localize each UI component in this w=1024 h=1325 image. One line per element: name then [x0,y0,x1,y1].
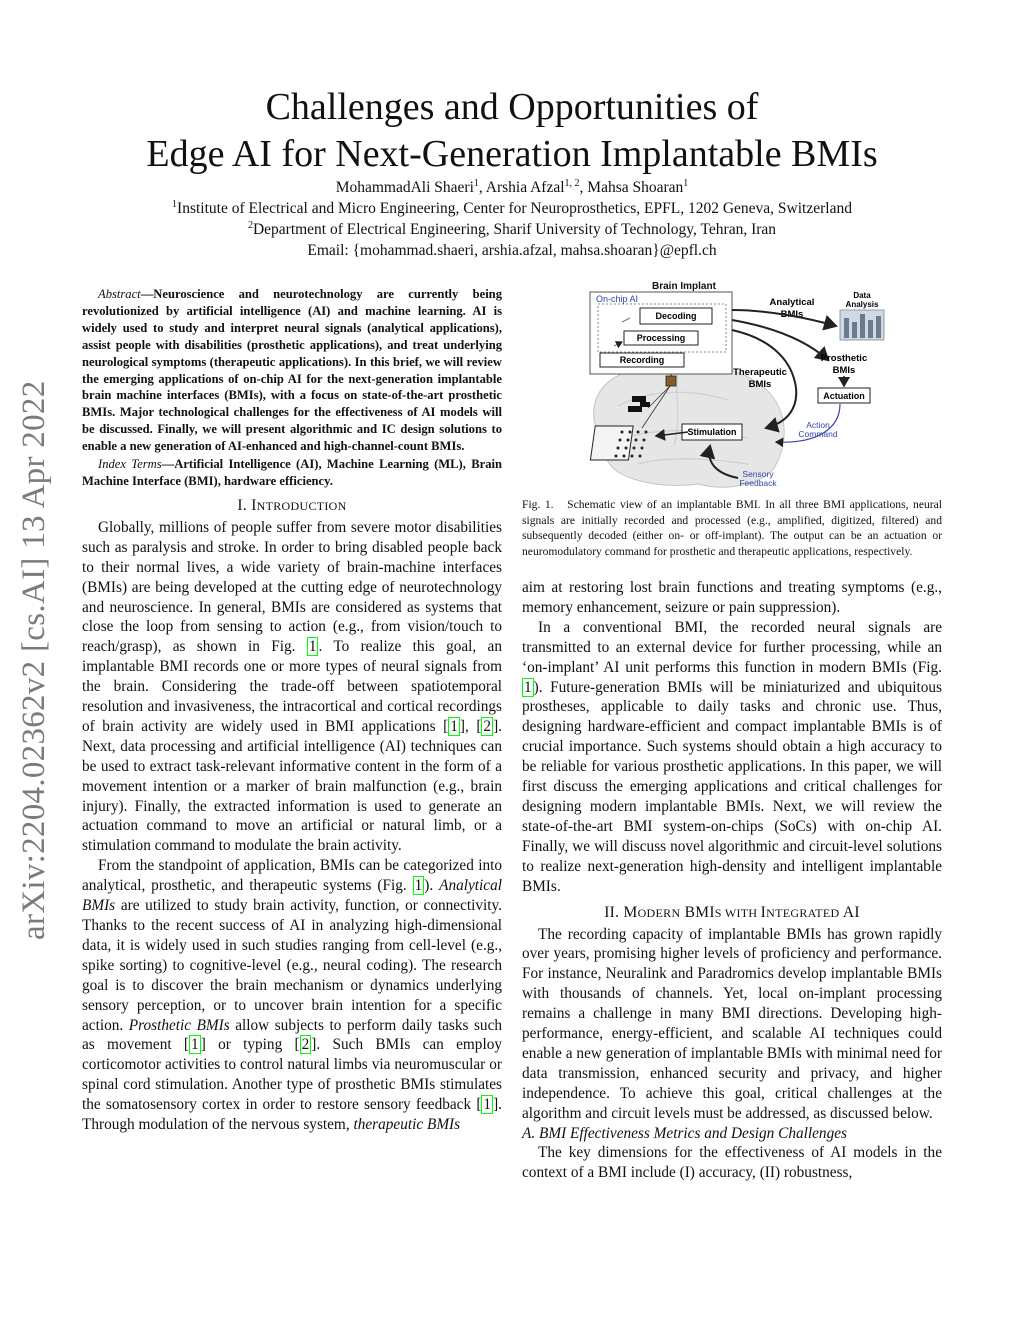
figure-link[interactable]: 1 [308,638,317,656]
actuation-label: Actuation [823,391,865,401]
figure-1-caption: Fig. 1. Schematic view of an implantable BMI. In all three BMI applications, neural signals are initially recorded and processed (e.g., amplified, digitized, filtered) and subsequently decoded (either on- or off-implant). The output can be an actuation or neuromodulatory command for prosthetic and therapeutic applications, respectively. [522,498,942,558]
implant-chip [666,376,676,386]
paragraph-section2-1: The recording capacity of implantable BMIs has grown rapidly over years, promising higher levels of proficiency and performance. For instance, Neuralink and Paradromics develop implantable BMIs with thousands of channels. Yet, local on-implant processing remains a challenge in many BMI directions. Developing high-performance, energy-efficient, and scalable AI techniques could enable a new generation of implantable BMIs with minimal need for data transmission, enhanced security and privacy, and higher independence. To achieve this goal, critical challenges at the algorithm and circuit levels must be addressed, as discussed below. [522,925,942,1122]
sensory-feedback-label-2: Feedback [739,478,777,488]
analytical-bmis-label: BMIs [780,309,804,320]
prosthetic-bmis-label: BMIs [832,365,856,376]
ecog-grid [590,426,633,460]
right-column [522,578,942,1183]
author-email: Email: {mohammad.shaeri, arshia.afzal, mahsa.shoaran}@epfl.ch [307,242,717,259]
section-heading-introduction: I. INTRODUCTION [237,496,347,514]
therapeutic-label: Therapeutic [733,367,787,378]
decoding-label: Decoding [655,311,697,321]
paper-title [60,84,964,178]
citation-link[interactable]: 1 [450,717,458,735]
section-heading-modern-bmis: II. MODERN BMIS WITH INTEGRATED AI [604,903,860,921]
sensory-feedback-label: Sensory [742,469,774,479]
citation-link[interactable]: 1 [191,1036,199,1054]
paragraph-intro-1: Globally, millions of people suffer from severe motor disabilities such as paralysis and stroke. In order to bring disabled people back to their normal lives, a wide variety of brain-machine interfaces (BMIs) are being developed at the cutting edge of neurotechnology and neuroscience. In general, BMIs are considered as systems that close the loop from sensing to action (e.g., from vision/touch to reach/grasp), as shown in Fig. 1 . To realize this goal, an implantable BMI records one or more types of neural signals from the brain. Considering the trade-off between spatiotemporal resolution and invasiveness, the intracortical and cortical recordings of brain activity are widely used in BMI applications [ 1 ], [ 2 ]. Next, data processing and artificial intelligence (AI) techniques can be used to extract task-relevant informative content in the form of a movement intention or a marker of brain malfunction (e.g., brain injury). Finally, the extracted information is used to generate an actuation command to move an artificial or natural limb, or a stimulation command to modulate the brain activity. [82,518,502,855]
abstract: Abstract—Neuroscience and neurotechnology are currently being revolutionized by artificial intelligence (AI) and machine learning. AI is widely used to study and interpret neural signals (analytical applications), assist people with disabilities (prosthetic applications), and treat underlying neurological symptoms (therapeutic applications). In this brief, we will review the emerging applications of on-chip AI for the next-generation implantable brain machine interfaces (BMIs), with a focus on state-of-the-art prosthetic BMIs. Major technological challenges for the effectiveness of AI models will be discussed. Finally, we will present algorithmic and IC design solutions to enable a new generation of AI-enhanced and high-channel-count BMIs. [82,287,502,454]
paragraph-intro-continued: aim at restoring lost brain functions and treating symptoms (e.g., memory enhancement, seizure or pain suppression). [522,579,942,616]
affiliation-2: $^2$Department of Electrical Engineering, Sharif University of Technology, Tehran, Iran [247,220,777,238]
citation-link[interactable]: 2 [483,717,492,735]
citation-link[interactable]: 1 [483,1096,492,1114]
figure-link[interactable]: 1 [414,877,423,895]
author-block [60,177,964,261]
analytical-label: Analytical [769,297,815,308]
title-line-2: Edge AI for Next-Generation Implantable BMIs [146,133,878,175]
affiliation-1: $^1$Institute of Electrical and Micro Engineering, Center for Neuroprosthetics, EPFL, 1202 Geneva, Switzerland [172,199,852,217]
paragraph-intro-3: In a conventional BMI, the recorded neural signals are transmitted to an external device for further processing, while an ‘on-implant’ AI unit performs this function in modern BMIs (Fig. 1 ). Future-generation BMIs will be miniaturized and ubiquitous prostheses, applicable to daily tasks and chronic use. Thus, designing hardware-efficient and compact implantable BMIs is of crucial importance. Such systems should obtain a high accuracy to be reliable for various prosthetic applications. In this paper, we will first discuss the emerging applications and critical challenges for designing modern implantable BMIs. Next, we will review the state-of-the-art BMI system-on-chips (SoCs) with on-chip AI. Finally, we will discuss novel algorithmic and circuit-level solutions to realize next-generation high-density and intelligent implantable BMIs. [522,618,942,895]
figure-1-schematic [578,278,886,494]
action-command-label-2: Command [798,429,838,439]
title-line-1: Challenges and Opportunities of [265,86,759,128]
recording-label: Recording [619,355,665,365]
index-terms: Index Terms—Artificial Intelligence (AI), Machine Learning (ML), Brain Machine Interface (BMI), hardware efficiency. [82,457,503,488]
data-analysis-chart-icon [840,310,884,340]
action-command-label: Action [806,420,830,430]
citation-link[interactable]: 2 [301,1036,310,1054]
stimulation-label: Stimulation [687,427,737,437]
analysis-label: Analysis [845,300,879,309]
subsection-heading-a: A. BMI Effectiveness Metrics and Design Challenges [522,1124,847,1142]
prosthetic-label: Prosthetic [820,353,868,364]
paragraph-section2-2: The key dimensions for the effectiveness of AI models in the context of a BMI include (I) accuracy, (II) robustness, [522,1144,942,1182]
left-column [82,286,502,1135]
processing-label: Processing [636,333,686,343]
therapeutic-bmis-label: BMIs [748,379,772,390]
paragraph-intro-2: From the standpoint of application, BMIs can be categorized into analytical, prosthetic, and therapeutic systems (Fig. 1 ). Analytical BMIs are utilized to study brain activity, function, or connectivity. Thanks to the recent success of AI in analyzing high-dimensional data, it is widely used in such studies ranging from cell-level (e.g., spike sorting) to cognitive-level (e.g., neural coding). The research goal is to discover the brain mechanism or dynamics underlying sensory perception, or to uncover brain intention for a specific action. Prosthetic BMIs allow subjects to perform daily tasks such as movement [ 1 ] or typing [ 2 ]. Such BMIs can employ corticomotor activities to control natural limbs via neuromuscular or spinal cord stimulation. Another type of prosthetic BMIs stimulates the somatosensory cortex in order to restore sensory feedback [ 1 ]. Through modulation of the nervous system, therapeutic BMIs [82,857,503,1134]
data-label: Data [853,291,871,300]
onchip-ai-label: On-chip AI [596,294,639,304]
arxiv-identifier: arXiv:2204.02362v2 [cs.AI] 13 Apr 2022 [16,380,52,940]
brain-implant-label: Brain Implant [652,281,716,292]
figure-link[interactable]: 1 [524,678,532,696]
author-names: MohammadAli Shaeri$^1$, Arshia Afzal$^{1, 2}$, Mahsa Shoaran$^1$ [335,178,689,196]
